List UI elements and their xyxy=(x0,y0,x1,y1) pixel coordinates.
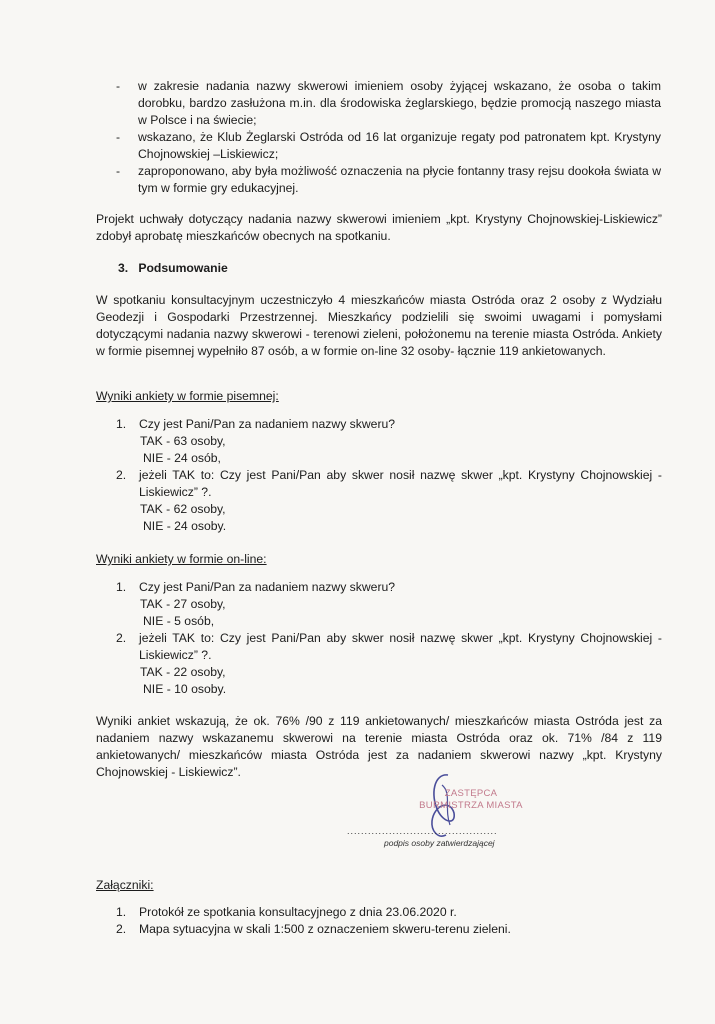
attachment-text: Protokół ze spotkania konsultacyjnego z dnia 23.06.2020 r. xyxy=(139,905,457,919)
paragraph-summary: W spotkaniu konsultacyjnym uczestniczyło 4 mieszkańców miasta Ostróda oraz 2 osoby z Wydziału Geodezji i Gospodarki Przestrzennej. Mieszkańcy podzielili się swoimi uwagami i pomysłami dotyczącymi nadania nazwy skwerowi - terenowi zieleni, położonemu na terenie miasta Ostróda. Ankiety w formie pisemnej wypełniło 87 osób, a w formie on-line 32 osoby- łącznie 119 ankietowanych. xyxy=(96,293,662,358)
answer-no: NIE - 10 osoby. xyxy=(143,682,227,696)
paragraph-approval: Projekt uchwały dotyczący nadania nazwy skwerowi imieniem „kpt. Krystyny Chojnowskiej-Liskiewicz” zdobył aprobatę mieszkańców obecnych na spotkaniu. xyxy=(96,212,662,243)
bullet-text: zaproponowano, aby była możliwość oznaczenia na płycie fontanny trasy rejsu dookoła świata w tym w formie gry edukacyjnej. xyxy=(138,164,661,195)
attachments-list xyxy=(116,904,662,938)
answer-yes: TAK - 62 osoby, xyxy=(140,502,226,516)
list-item xyxy=(116,467,662,535)
online-results-heading: Wyniki ankiety w formie on-line: xyxy=(96,552,267,566)
list-item xyxy=(116,904,662,921)
bullet-list xyxy=(116,78,661,197)
section-title: Podsumowanie xyxy=(138,261,228,275)
answer-no: NIE - 24 osób, xyxy=(143,451,221,465)
stamp-line: BURMISTRZA MIASTA xyxy=(419,800,523,811)
written-results-heading: Wyniki ankiety w formie pisemnej: xyxy=(96,389,279,403)
signature-line: ........................................... xyxy=(347,826,498,836)
question-text: Czy jest Pani/Pan za nadaniem nazwy skweru? xyxy=(139,580,396,594)
bullet-item xyxy=(116,163,661,197)
list-item xyxy=(116,579,662,630)
question-text: jeżeli TAK to: Czy jest Pani/Pan aby skwer nosił nazwę skwer „kpt. Krystyny Chojnowskiej - Liskiewicz” ?. xyxy=(139,631,662,662)
answer-yes: TAK - 22 osoby, xyxy=(140,665,226,679)
signature-caption: podpis osoby zatwierdzającej xyxy=(384,838,495,848)
item-number: 2. xyxy=(116,922,127,936)
bullet-dash: - xyxy=(116,79,121,93)
question-text: jeżeli TAK to: Czy jest Pani/Pan aby skwer nosił nazwę skwer „kpt. Krystyny Chojnowskiej - Liskiewicz” ?. xyxy=(139,468,662,499)
list-item xyxy=(116,416,662,467)
online-results-list xyxy=(116,579,662,698)
item-number: 1. xyxy=(116,417,127,431)
answer-no: NIE - 24 osoby. xyxy=(143,519,227,533)
answer-yes: TAK - 27 osoby, xyxy=(140,597,226,611)
bullet-dash: - xyxy=(116,130,121,144)
item-number: 1. xyxy=(116,905,127,919)
stamp-line: ZASTĘPCA xyxy=(444,788,498,799)
item-number: 2. xyxy=(116,631,127,645)
bullet-text: w zakresie nadania nazwy skwerowi imieniem osoby żyjącej wskazano, że osoba o takim dorobku, bardzo zasłużona m.in. dla środowiska żeglarskiego, będzie promocją naszego miasta w Polsce i na świecie; xyxy=(138,79,661,127)
answer-yes: TAK - 63 osoby, xyxy=(140,434,226,448)
list-item xyxy=(116,921,662,938)
written-results-list xyxy=(116,416,662,535)
list-item xyxy=(116,630,662,698)
section-heading xyxy=(118,260,228,277)
attachment-text: Mapa sytuacyjna w skali 1:500 z oznaczeniem skweru-terenu zieleni. xyxy=(139,922,511,936)
official-stamp xyxy=(396,788,546,812)
bullet-item xyxy=(116,78,661,129)
answer-no: NIE - 5 osób, xyxy=(143,614,215,628)
item-number: 1. xyxy=(116,580,127,594)
bullet-text: wskazano, że Klub Żeglarski Ostróda od 16 lat organizuje regaty pod patronatem kpt. Krystyny Chojnowskiej –Liskiewicz; xyxy=(138,130,661,161)
bullet-dash: - xyxy=(116,164,121,178)
attachments-heading: Załączniki: xyxy=(96,878,154,892)
question-text: Czy jest Pani/Pan za nadaniem nazwy skweru? xyxy=(139,417,396,431)
paragraph-results: Wyniki ankiet wskazują, że ok. 76% /90 z 119 ankietowanych/ mieszkańców miasta Ostróda jest za nadaniem nazwy wskazanemu skwerowi na terenie miasta Ostróda oraz ok. 71% /84 z 119 ankietowanych/ mieszkańców miasta Ostróda jest za nadaniem skwerowi nazwy „kpt. Krystyny Chojnowskiej - Liskiewicz”. xyxy=(96,714,662,779)
section-number: 3. xyxy=(118,261,129,275)
item-number: 2. xyxy=(116,468,127,482)
bullet-item xyxy=(116,129,661,163)
